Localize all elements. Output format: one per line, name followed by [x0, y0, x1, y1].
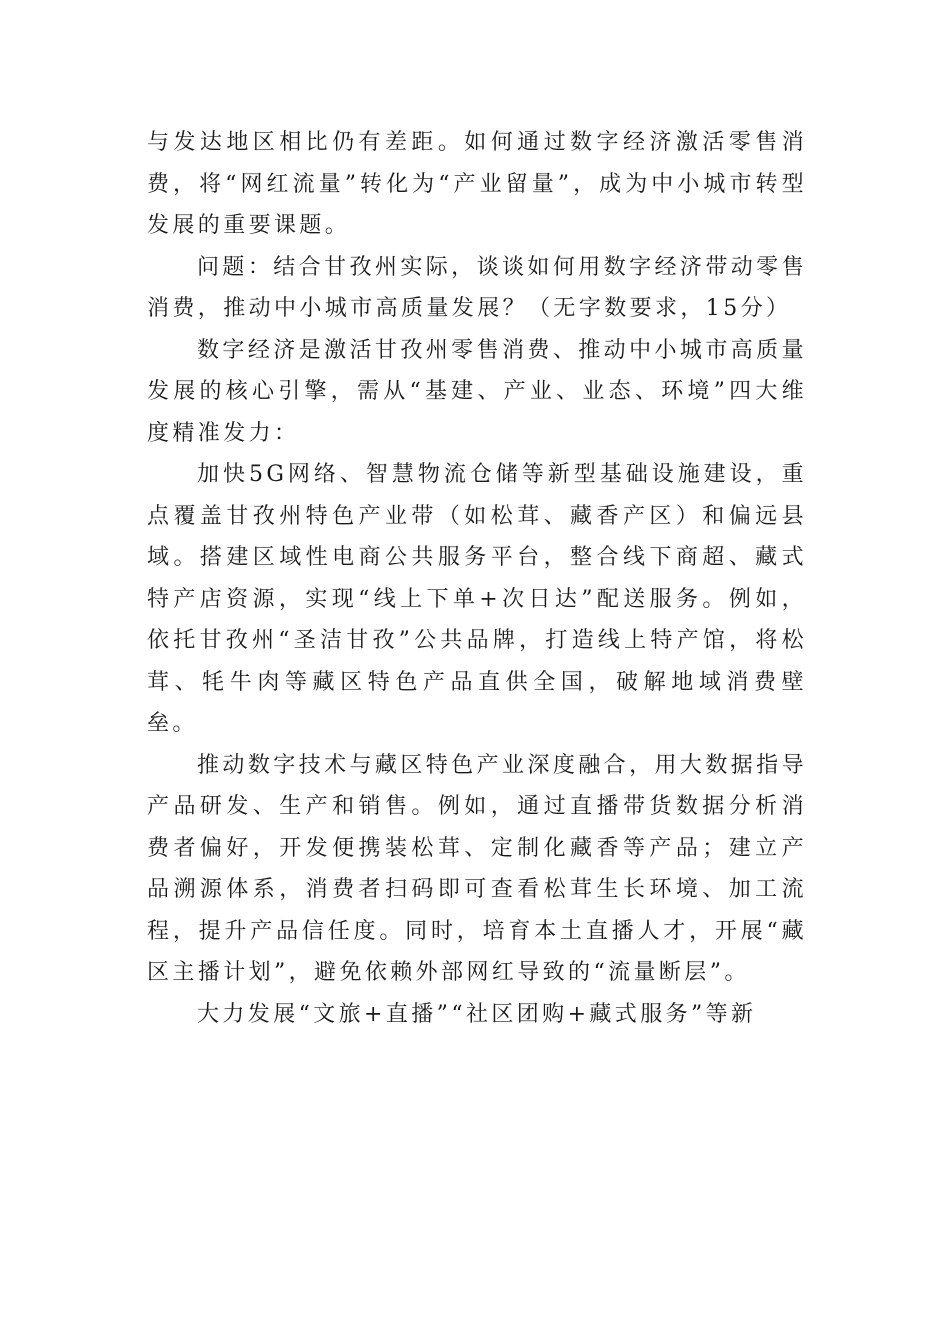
paragraph-intro-continuation: 与发达地区相比仍有差距。如何通过数字经济激活零售消费，将“网红流量”转化为“产业留量”，成为中小城市转型发展的重要课题。	[147, 130, 807, 238]
paragraph-answer-overview: 数字经济是激活甘孜州零售消费、推动中小城市高质量发展的核心引擎，需从“基建、产业、业态、环境”四大维度精准发力：	[147, 337, 807, 446]
paragraph-business-formats: 大力发展“文旅+直播”“社区团购+藏式服务”等新	[197, 1001, 757, 1027]
paragraph-industry: 推动数字技术与藏区特色产业深度融合，用大数据指导产品研发、生产和销售。例如，通过直播带货数据分析消费者偏好，开发便携装松茸、定制化藏香等产品；建立产品溯源体系，消费者扫码即可查看松茸生长环境、加工流程，提升产品信任度。同时，培育本土直播人才，开展“藏区主播计划”，避免依赖外部网红导致的“流量断层”。	[147, 752, 807, 985]
document-body	[147, 122, 807, 1035]
paragraph-question: 问题：结合甘孜州实际，谈谈如何用数字经济带动零售消费，推动中小城市高质量发展？（无字数要求，15分）	[147, 254, 807, 321]
paragraph-infrastructure: 加快5G网络、智慧物流仓储等新型基础设施建设，重点覆盖甘孜州特色产业带（如松茸、藏香产区）和偏远县域。搭建区域性电商公共服务平台，整合线下商超、藏式特产店资源，实现“线上下单+次日达”配送服务。例如，依托甘孜州“圣洁甘孜”公共品牌，打造线上特产馆，将松茸、牦牛肉等藏区特色产品直供全国，破解地域消费壁垒。	[147, 462, 807, 736]
